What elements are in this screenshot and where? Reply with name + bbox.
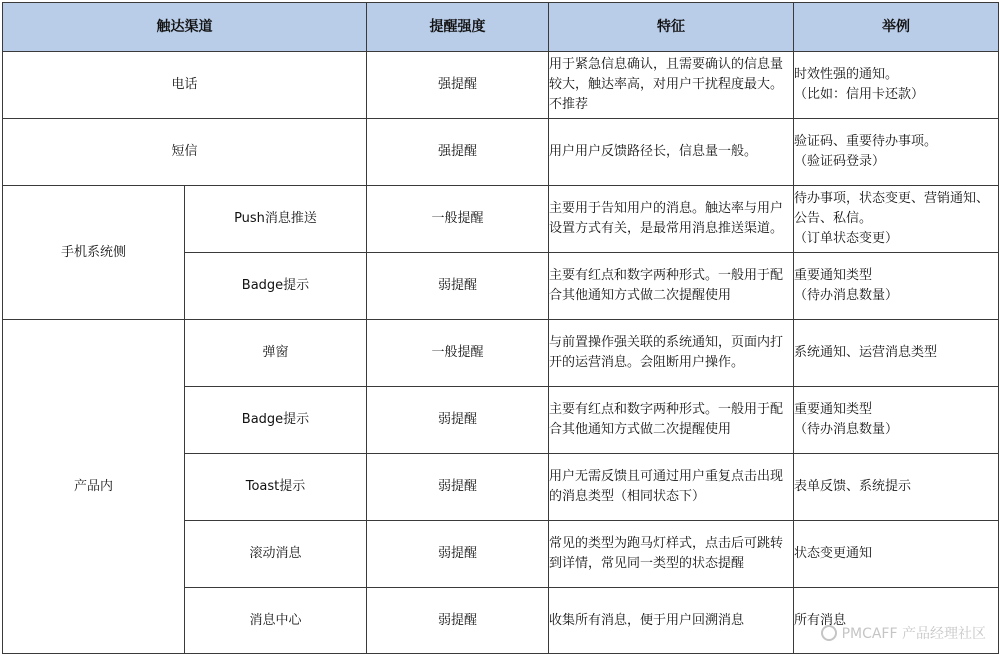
example-cell xyxy=(794,320,999,387)
strength-cell: 强提醒 xyxy=(367,119,549,186)
feature-cell: 常见的类型为跑马灯样式，点击后可跳转到详情，常见同一类型的状态提醒 xyxy=(549,521,794,588)
channel-cell: Push消息推送 xyxy=(185,186,367,253)
channel-cell: 电话 xyxy=(3,52,367,119)
table-row xyxy=(3,119,999,186)
example-cell xyxy=(794,521,999,588)
channel-cell: Badge提示 xyxy=(185,253,367,320)
table-row xyxy=(3,320,999,387)
strength-cell: 一般提醒 xyxy=(367,186,549,253)
example-line: （待办消息数量） xyxy=(794,288,899,303)
table-row xyxy=(3,186,999,253)
example-line: （比如：信用卡还款） xyxy=(794,87,925,102)
channel-cell: 短信 xyxy=(3,119,367,186)
channel-cell: 弹窗 xyxy=(185,320,367,387)
table-header-row xyxy=(3,3,999,52)
example-line: 重要通知类型 xyxy=(794,402,873,417)
table-row xyxy=(3,52,999,119)
example-cell xyxy=(794,253,999,320)
feature-cell: 收集所有消息，便于用户回溯消息 xyxy=(549,588,794,654)
example-line: 待办事项，状态变更、营销通知、公告、私信。 xyxy=(794,191,990,226)
group-cell: 产品内 xyxy=(3,320,185,654)
feature-cell: 用户用户反馈路径长，信息量一般。 xyxy=(549,119,794,186)
example-line: 系统通知、运营消息类型 xyxy=(794,345,938,360)
strength-cell: 弱提醒 xyxy=(367,521,549,588)
example-cell xyxy=(794,387,999,454)
example-line: 状态变更通知 xyxy=(794,546,873,561)
example-cell xyxy=(794,119,999,186)
channel-cell: Toast提示 xyxy=(185,454,367,521)
strength-cell: 弱提醒 xyxy=(367,454,549,521)
feature-cell: 主要有红点和数字两种形式。一般用于配合其他通知方式做二次提醒使用 xyxy=(549,253,794,320)
strength-cell: 弱提醒 xyxy=(367,588,549,654)
strength-cell: 强提醒 xyxy=(367,52,549,119)
example-cell xyxy=(794,588,999,654)
watermark xyxy=(821,623,986,643)
channel-cell: 滚动消息 xyxy=(185,521,367,588)
header-channel: 触达渠道 xyxy=(3,3,367,52)
example-line: 所有消息 xyxy=(794,612,847,628)
example-line: 表单反馈、系统提示 xyxy=(794,479,912,494)
strength-cell: 弱提醒 xyxy=(367,387,549,454)
header-strength: 提醒强度 xyxy=(367,3,549,52)
example-line: （待办消息数量） xyxy=(794,422,899,437)
example-cell xyxy=(794,52,999,119)
strength-cell: 弱提醒 xyxy=(367,253,549,320)
feature-cell: 用于紧急信息确认，且需要确认的信息量较大，触达率高，对用户干扰程度最大。不推荐 xyxy=(549,52,794,119)
feature-cell: 主要有红点和数字两种形式。一般用于配合其他通知方式做二次提醒使用 xyxy=(549,387,794,454)
example-line: 验证码、重要待办事项。 xyxy=(794,134,938,149)
example-line: 重要通知类型 xyxy=(794,268,873,283)
header-example: 举例 xyxy=(794,3,999,52)
channel-comparison-table xyxy=(2,2,999,654)
pmcaff-logo-icon xyxy=(821,625,837,641)
example-cell xyxy=(794,454,999,521)
group-cell: 手机系统侧 xyxy=(3,186,185,320)
example-line: （订单状态变更） xyxy=(794,231,899,246)
feature-cell: 与前置操作强关联的系统通知，页面内打开的运营消息。会阻断用户操作。 xyxy=(549,320,794,387)
example-cell xyxy=(794,186,999,253)
watermark-text: PMCAFF 产品经理社区 xyxy=(841,626,986,642)
feature-cell: 主要用于告知用户的消息。触达率与用户设置方式有关，是最常用消息推送渠道。 xyxy=(549,186,794,253)
feature-cell: 用户无需反馈且可通过用户重复点击出现的消息类型（相同状态下） xyxy=(549,454,794,521)
example-line: （验证码登录） xyxy=(794,154,886,169)
channel-cell: Badge提示 xyxy=(185,387,367,454)
channel-cell: 消息中心 xyxy=(185,588,367,654)
header-feature: 特征 xyxy=(549,3,794,52)
strength-cell: 一般提醒 xyxy=(367,320,549,387)
example-line: 时效性强的通知。 xyxy=(794,67,899,82)
